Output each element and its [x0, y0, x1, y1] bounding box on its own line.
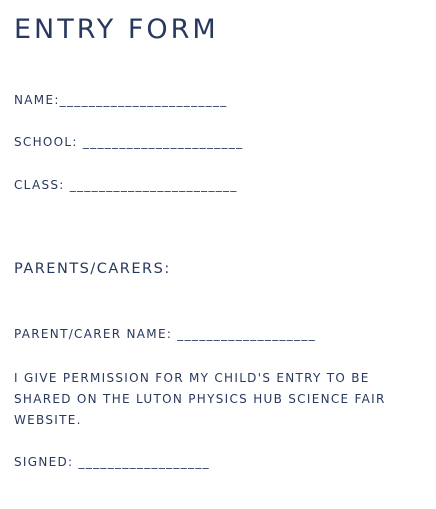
signed-label: SIGNED: — [14, 455, 79, 469]
signed-blank-line[interactable]: __________________ — [78, 455, 210, 469]
class-field[interactable] — [14, 178, 238, 192]
parents-heading: PARENTS/CARERS: — [14, 261, 171, 277]
name-blank-line[interactable]: _______________________ — [59, 93, 228, 107]
school-label: SCHOOL: — [14, 135, 83, 149]
school-blank-line[interactable]: ______________________ — [82, 135, 244, 149]
permission-statement: I GIVE PERMISSION FOR MY CHILD'S ENTRY TO BE SHARED ON THE LUTON PHYSICS HUB SCIENCE FAIR WEBSITE. — [14, 371, 386, 427]
parent-name-field[interactable] — [14, 327, 316, 341]
class-blank-line[interactable]: _______________________ — [69, 178, 238, 192]
name-field[interactable] — [14, 93, 228, 107]
signed-field[interactable] — [14, 455, 210, 469]
form-title: ENTRY FORM — [14, 14, 219, 45]
parent-name-label: PARENT/CARER NAME: — [14, 327, 178, 341]
school-field[interactable] — [14, 135, 243, 149]
name-label: NAME: — [14, 93, 60, 107]
parent-name-blank-line[interactable]: ___________________ — [177, 327, 316, 341]
class-label: CLASS: — [14, 178, 70, 192]
